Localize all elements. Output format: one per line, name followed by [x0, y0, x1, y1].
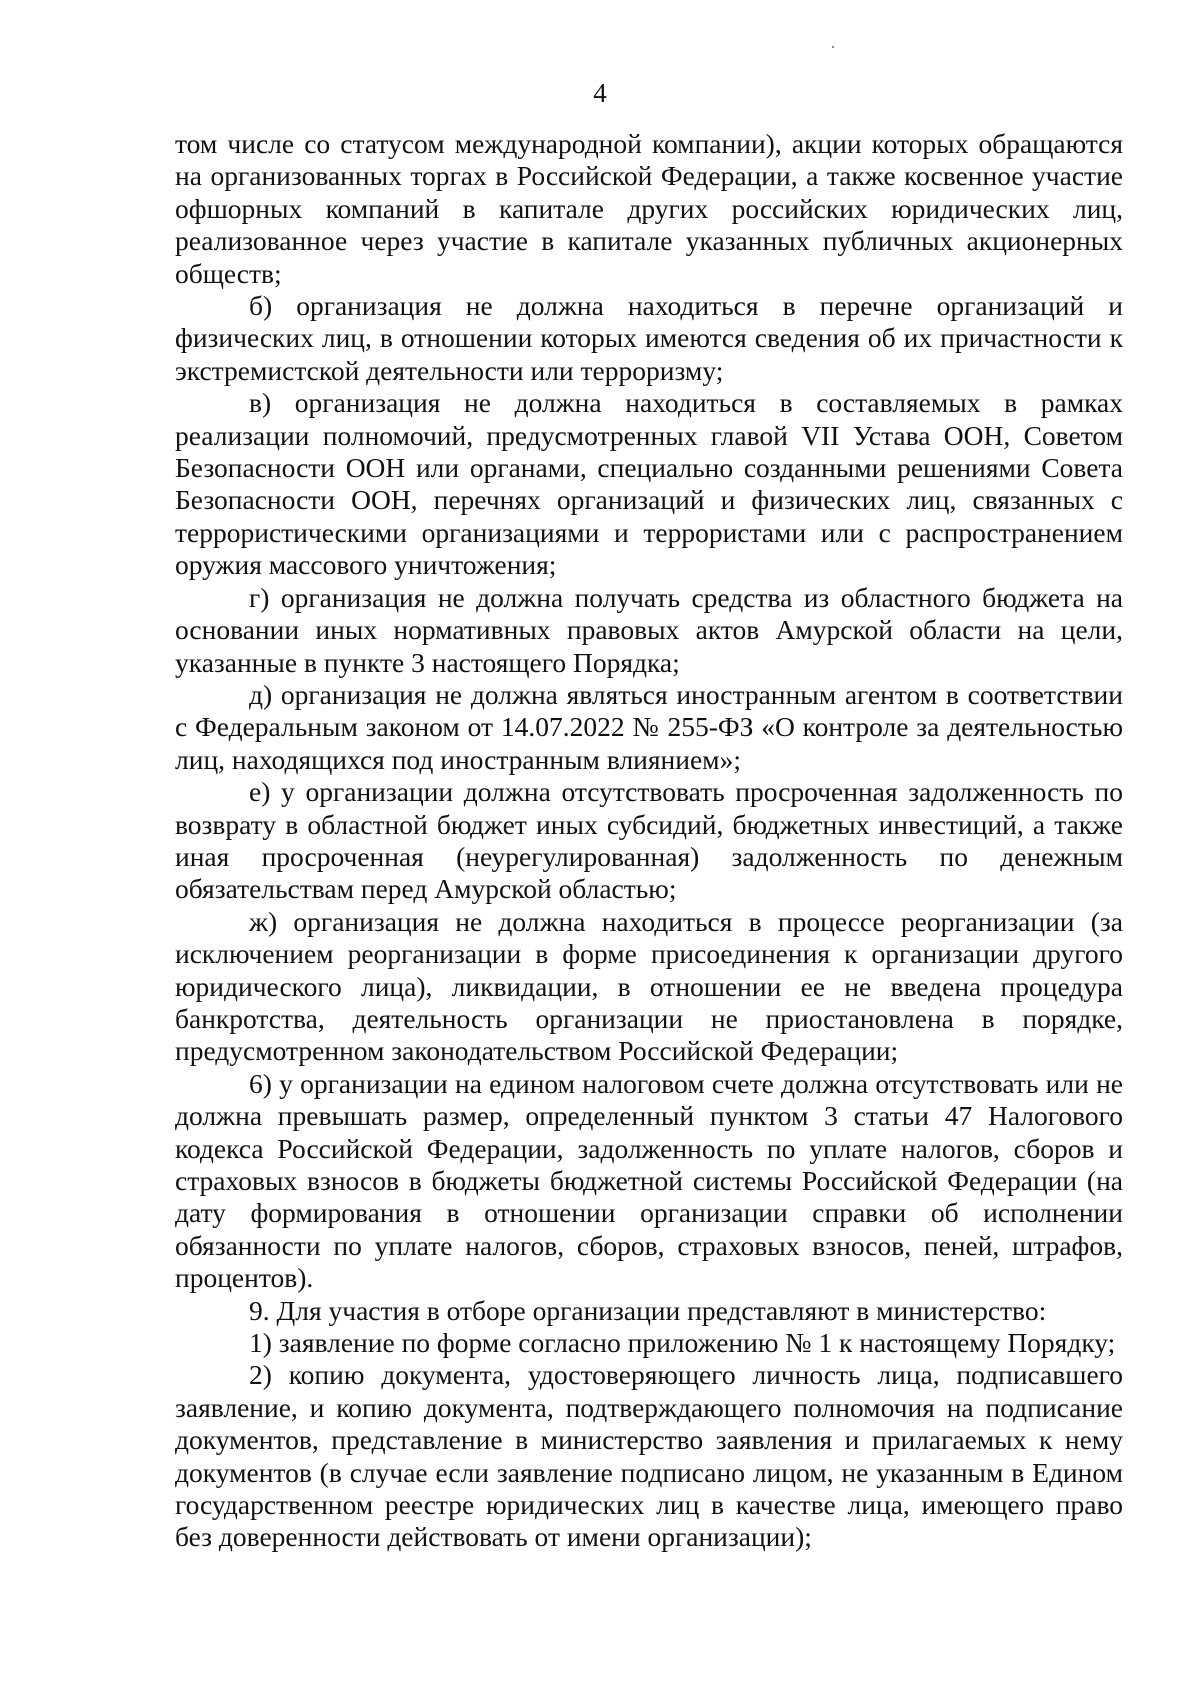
- paragraph-subitem-1: 1) заявление по форме согласно приложению № 1 к настоящему Порядку;: [249, 1327, 1116, 1359]
- paragraph-item-v: в) организация не должна находиться в составляемых в рамках реализации полномочий, предусмотренных главой VII Устава ООН, Советом Безопасности ООН или органами, специально созданными решениями Совета Безопасности ООН, перечнях организаций и физических лиц, связанных с террористическими организациями и террористами или с распространением оружия массового уничтожения;: [175, 387, 1123, 581]
- scan-speck: [832, 46, 834, 48]
- paragraph-item-d: д) организация не должна являться иностранным агентом в соответствии с Федеральным законом от 14.07.2022 № 255-ФЗ «О контроле за деятельностью лиц, находящихся под иностранным влиянием»;: [175, 678, 1123, 775]
- paragraph-item-e: е) у организации должна отсутствовать просроченная задолженность по возврату в областной бюджет иных субсидий, бюджетных инвестиций, а также иная просроченная (неурегулированная) задолженность по денежным обязательствам перед Амурской областью;: [175, 776, 1123, 905]
- paragraph-subitem-2: 2) копию документа, удостоверяющего личность лица, подписавшего заявление, и копию документа, подтверждающего полномочия на подписание документов, представление в министерство заявления и прилагаемых к нему документов (в случае если заявление подписано лицом, не указанным в Едином государственном реестре юридических лиц в качестве лица, имеющего право без доверенности действовать от имени организации);: [175, 1359, 1123, 1553]
- body-text: [175, 128, 1123, 1554]
- paragraph-item-zh: ж) организация не должна находиться в процессе реорганизации (за исключением реорганизации в форме присоединения к организации другого юридического лица), ликвидации, в отношении ее не введена процедура банкротства, деятельность организации не приостановлена в порядке, предусмотренном законодательством Российской Федерации;: [175, 905, 1123, 1067]
- paragraph-item-g: г) организация не должна получать средства из областного бюджета на основании иных нормативных правовых актов Амурской области на цели, указанные в пункте 3 настоящего Порядка;: [175, 581, 1123, 678]
- paragraph-continuation: том числе со статусом международной компании), акции которых обращаются на организованных торгах в Российской Федерации, а также косвенное участие офшорных компаний в капитале других российских юридических лиц, реализованное через участие в капитале указанных публичных акционерных обществ;: [175, 128, 1123, 289]
- paragraph-item-6: 6) у организации на едином налоговом счете должна отсутствовать или не должна превышать размер, определенный пунктом 3 статьи 47 Налогового кодекса Российской Федерации, задолженность по уплате налогов, сборов и страховых взносов в бюджеты бюджетной системы Российской Федерации (на дату формирования в отношении организации справки об исполнении обязанности по уплате налогов, сборов, страховых взносов, пеней, штрафов, процентов).: [175, 1067, 1123, 1294]
- paragraph-clause-9: 9. Для участия в отборе организации представляют в министерство:: [249, 1294, 1047, 1326]
- page-number: 4: [593, 78, 607, 108]
- paragraph-item-b: б) организация не должна находиться в перечне организаций и физических лиц, в отношении которых имеются сведения об их причастности к экстремистской деятельности или терроризму;: [175, 290, 1123, 386]
